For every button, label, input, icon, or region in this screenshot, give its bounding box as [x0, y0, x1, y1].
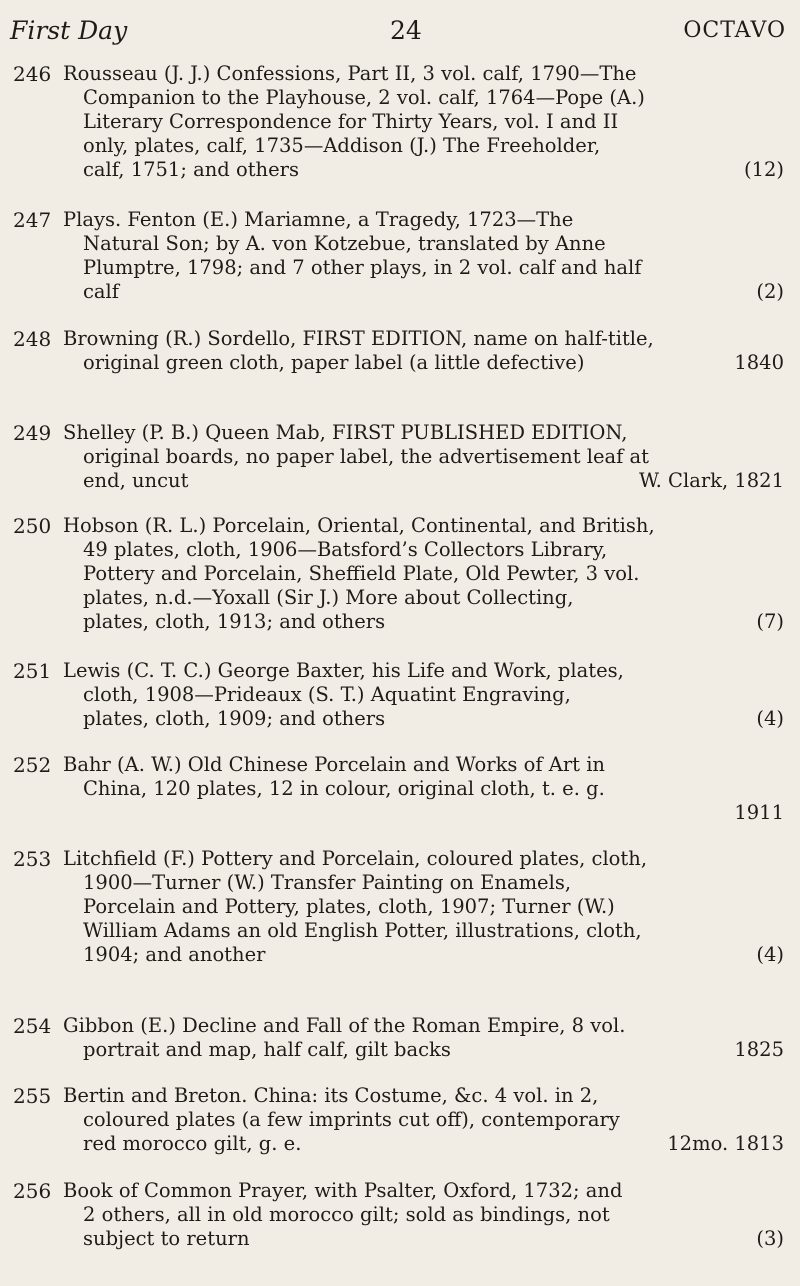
lot-line-text: Plays. Fenton (E.) Mariamne, a Tragedy, 1723—The — [63, 208, 574, 231]
lot-line-text: 2 others, all in old morocco gilt; sold as bindings, not — [83, 1203, 610, 1226]
lot-description — [63, 514, 784, 634]
lot-description-line — [63, 421, 784, 445]
lot-line-text: Book of Common Prayer, with Psalter, Oxford, 1732; and — [63, 1179, 623, 1202]
lot-description — [63, 1084, 784, 1156]
lot-description-line — [63, 256, 784, 280]
lot-note: (12) — [743, 158, 784, 181]
lot-line-text: Lewis (C. T. C.) George Baxter, his Life and Work, plates, — [63, 659, 624, 682]
lot-description — [63, 847, 784, 967]
lot-line-text: cloth, 1908—Prideaux (S. T.) Aquatint Engraving, — [83, 683, 571, 706]
lot-line-text: Litchfield (F.) Pottery and Porcelain, coloured plates, cloth, — [63, 847, 648, 870]
lot-note: (4) — [756, 943, 784, 966]
lot-line-text: Pottery and Porcelain, Sheffield Plate, Old Pewter, 3 vol. — [83, 562, 640, 585]
lot-description-line — [63, 351, 784, 375]
lot-line-text: William Adams an old English Potter, illustrations, cloth, — [83, 919, 642, 942]
lot-number: 256 — [13, 1179, 52, 1203]
lot-line-text: Plumptre, 1798; and 7 other plays, in 2 vol. calf and half — [83, 256, 642, 279]
lot-description-line — [63, 1203, 784, 1227]
lot-number: 252 — [13, 753, 52, 777]
lot-line-text: subject to return — [83, 1227, 250, 1250]
lot-number: 248 — [13, 327, 52, 351]
lot-description-line — [63, 1084, 784, 1108]
lot-note: 12mo. 1813 — [667, 1132, 784, 1155]
lot-description — [63, 753, 784, 825]
lot-description-line — [63, 514, 784, 538]
lot-description-line — [63, 895, 784, 919]
day-heading: First Day — [10, 16, 128, 45]
lot-description-line — [63, 158, 784, 182]
lot-description-line — [63, 538, 784, 562]
lot-description-line — [63, 1014, 784, 1038]
lot-description — [63, 1014, 784, 1062]
lot-description-line — [63, 1132, 784, 1156]
lot-description-line — [63, 847, 784, 871]
lot-number: 251 — [13, 659, 52, 683]
lot-line-text: plates, cloth, 1913; and others — [83, 610, 386, 633]
lot-number: 246 — [13, 62, 52, 86]
lot-description-line — [63, 943, 784, 967]
lot-description-line — [63, 62, 784, 86]
lot-line-text: 1900—Turner (W.) Transfer Painting on Enamels, — [83, 871, 572, 894]
lot-description-line — [63, 707, 784, 731]
lot-description-line — [63, 280, 784, 304]
lot-line-text: end, uncut — [83, 469, 189, 492]
lot-description — [63, 208, 784, 304]
lot-description-line — [63, 469, 784, 493]
page-number: 24 — [390, 16, 422, 45]
lot-description-line — [63, 871, 784, 895]
lot-line-text: Natural Son; by A. von Kotzebue, translated by Anne — [83, 232, 606, 255]
lot-line-text: only, plates, calf, 1735—Addison (J.) The Freeholder, — [83, 134, 601, 157]
lot-line-text: Bertin and Breton. China: its Costume, &c. 4 vol. in 2, — [63, 1084, 599, 1107]
format-heading: OCTAVO — [683, 18, 786, 43]
lot-line-text: portrait and map, half calf, gilt backs — [83, 1038, 451, 1061]
lot-description-line — [63, 110, 784, 134]
running-head — [10, 16, 786, 46]
lot-note: (7) — [756, 610, 784, 633]
lot-line-text: plates, n.d.—Yoxall (Sir J.) More about Collecting, — [83, 586, 574, 609]
lot-description-line — [63, 445, 784, 469]
lot-line-text: Gibbon (E.) Decline and Fall of the Roman Empire, 8 vol. — [63, 1014, 626, 1037]
lot-note: 1911 — [734, 801, 784, 824]
lot-line-text: Literary Correspondence for Thirty Years, vol. I and II — [83, 110, 619, 133]
lot-line-text: coloured plates (a few imprints cut off), contemporary — [83, 1108, 620, 1131]
lot-line-text: Hobson (R. L.) Porcelain, Oriental, Continental, and British, — [63, 514, 655, 537]
lot-note: 1840 — [734, 351, 784, 374]
lot-line-text: original boards, no paper label, the advertisement leaf at — [83, 445, 650, 468]
lot-description-line — [63, 232, 784, 256]
lot-number: 254 — [13, 1014, 52, 1038]
lot-description-line — [63, 919, 784, 943]
lot-line-text: Companion to the Playhouse, 2 vol. calf, 1764—Pope (A.) — [83, 86, 645, 109]
lot-description-line — [63, 1179, 784, 1203]
lot-description-line — [63, 683, 784, 707]
lot-note: (2) — [756, 280, 784, 303]
lot-line-text: China, 120 plates, 12 in colour, original cloth, t. e. g. — [83, 777, 605, 800]
lot-line-text: Bahr (A. W.) Old Chinese Porcelain and Works of Art in — [63, 753, 605, 776]
lot-description-line — [63, 753, 784, 777]
lot-number: 250 — [13, 514, 52, 538]
lot-number: 255 — [13, 1084, 52, 1108]
lot-line-text: plates, cloth, 1909; and others — [83, 707, 386, 730]
lot-note: W. Clark, 1821 — [639, 469, 784, 492]
lot-line-text: calf — [83, 280, 120, 303]
lot-line-text: Browning (R.) Sordello, FIRST EDITION, name on half-title, — [63, 327, 654, 350]
lot-number: 249 — [13, 421, 52, 445]
lot-description — [63, 62, 784, 182]
lot-description — [63, 327, 784, 375]
lot-description-line — [63, 134, 784, 158]
lot-description-line — [63, 586, 784, 610]
lot-description-line — [63, 1038, 784, 1062]
lot-description-line — [63, 1108, 784, 1132]
lot-number: 247 — [13, 208, 52, 232]
lot-note: (4) — [756, 707, 784, 730]
lot-note: (3) — [756, 1227, 784, 1250]
lot-description-line — [63, 777, 784, 801]
lot-line-text: original green cloth, paper label (a little defective) — [83, 351, 585, 374]
lot-line-text: red morocco gilt, g. e. — [83, 1132, 302, 1155]
lot-description — [63, 659, 784, 731]
lot-description-line — [63, 1227, 784, 1251]
lot-description-line — [63, 562, 784, 586]
lot-number: 253 — [13, 847, 52, 871]
lot-line-text: 49 plates, cloth, 1906—Batsford’s Collectors Library, — [83, 538, 608, 561]
lot-description-line — [63, 659, 784, 683]
lot-description-line — [63, 327, 784, 351]
lot-line-text: calf, 1751; and others — [83, 158, 299, 181]
lot-description-line — [63, 208, 784, 232]
lot-description — [63, 421, 784, 493]
lot-description-line — [63, 86, 784, 110]
lot-description — [63, 1179, 784, 1251]
lot-line-text: Shelley (P. B.) Queen Mab, FIRST PUBLISHED EDITION, — [63, 421, 628, 444]
lot-description-line — [63, 610, 784, 634]
lot-line-text: Porcelain and Pottery, plates, cloth, 1907; Turner (W.) — [83, 895, 615, 918]
lot-description-line — [63, 801, 784, 825]
lot-line-text: Rousseau (J. J.) Confessions, Part II, 3 vol. calf, 1790—The — [63, 62, 637, 85]
lot-note: 1825 — [734, 1038, 784, 1061]
lot-line-text: 1904; and another — [83, 943, 266, 966]
